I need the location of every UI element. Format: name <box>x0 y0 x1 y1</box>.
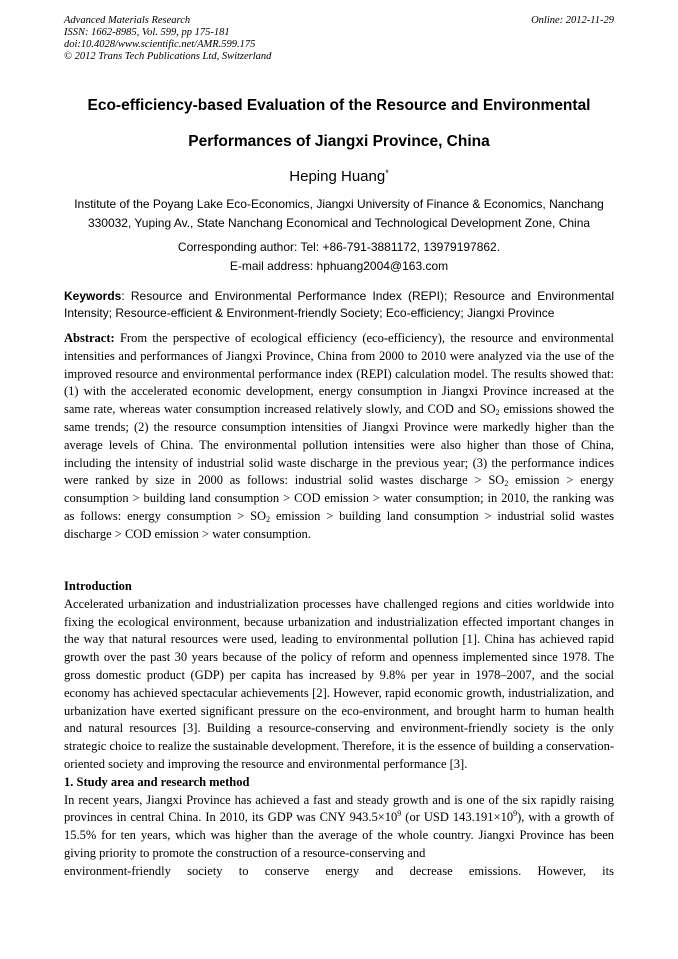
section-1-text <box>64 792 614 881</box>
affiliation-line-2: 330032, Yuping Av., State Nanchang Economical and Technological Development Zone, China <box>87 216 591 230</box>
issn-line: ISSN: 1662-8985, Vol. 599, pp 175-181 <box>64 27 230 38</box>
author-line <box>64 168 614 185</box>
keywords-text: : Resource and Environmental Performance Index (REPI); Resource and Environmental Intensity; Resource-efficient & Environment-friendly Society; Eco-efficiency; Jiangxi Province <box>64 289 614 320</box>
affiliation-line-1: Institute of the Poyang Lake Eco-Economics, Jiangxi University of Finance & Economics, Nanchang <box>74 197 604 211</box>
abstract-text-1: From the perspective of ecological efficiency (eco-efficiency), the resource and environmental intensities and performances of Jiangxi Province, China from 2000 to 2010 were analyzed via the use of the improved resource and environmental performance index (REPI) calculation model. The results showed that: (1) with the accelerated economic development, energy consumption in Jiangxi Province increased at the same rate, whereas water consumption increased relatively slowly, and COD and SO <box>64 331 614 417</box>
introduction-heading: Introduction <box>64 579 132 593</box>
section-1-text-2: (or USD 143.191×10 <box>401 810 514 825</box>
author-mark: * <box>385 168 389 178</box>
introduction-text: Accelerated urbanization and industrialization processes have challenged regions and cities worldwide into fixing the ecological environment, because urbanization and industrialization effected important changes in the way that natural resources were used, leading to environmental pollution [1]. China has achieved rapid growth over the past 30 years because of the policy of reform and openness implemented since 1978. The gross domestic product (GDP) per capita has increased by 9.8% per year in 1978–2007, and the social economy has achieved spectacular achievements [2]. However, rapid economic growth, industrialization, and urbanization have exerted significant pressure on the eco-environment, and brought harm to human health and natural resources [3]. Building a resource-conserving and environment-friendly society is the only strategic choice to realize the sustainable development. Therefore, it is the essence of building a conservation-oriented society and improving the resource and environmental performance [3]. <box>64 596 614 771</box>
abstract-label: Abstract: <box>64 331 115 345</box>
abstract-text-4: emission > building land consumption > industrial solid wastes discharge > COD emission > water consumption. <box>64 508 615 541</box>
abstract-text-2: emissions showed the same trends; (2) the resource consumption intensities of Jiangxi Province were markedly higher than the average levels of China. The environmental pollution intensities were also higher than those of China, including the intensity of industrial solid waste discharge in the previous year; (3) the performance indices were ranked by size in 2000 as follows: industrial solid wastes discharge > SO <box>64 402 614 488</box>
section-1-text-1: In recent years, Jiangxi Province has achieved a fast and steady growth and is one of the six rapidly raising provinces in central China. In 2010, its GDP was CNY 943.5×10 <box>64 792 614 825</box>
corresponding-author: Corresponding author: Tel: +86-791-3881172, 13979197862. <box>177 240 501 254</box>
paper-title-line-1: Eco-efficiency-based Evaluation of the Resource and Environmental <box>87 97 591 114</box>
section-1-heading: 1. Study area and research method <box>64 774 250 789</box>
section-1-text-3: ), with a growth of 15.5% for ten years, which was higher than the average of the whole country. Jiangxi Province has been giving priority to promote the construction of a resource-conserving and <box>64 810 614 860</box>
abstract-text-3: emission > energy consumption > building land consumption > COD emission > water consumption; in 2010, the ranking was as follows: energy consumption > SO <box>64 473 614 523</box>
superscript: 9 <box>513 809 518 819</box>
author-name: Heping Huang <box>289 168 386 185</box>
abstract <box>64 330 614 544</box>
section-1-last-line: environment-friendly society to conserve energy and decrease emissions. However, its <box>64 863 614 878</box>
contact-info <box>64 238 614 276</box>
journal-name: Advanced Materials Research <box>64 15 191 26</box>
paper-title-line-2: Performances of Jiangxi Province, China <box>188 133 490 150</box>
email-address: E-mail address: hphuang2004@163.com <box>229 259 449 273</box>
online-date: Online: 2012-11-29 <box>531 15 614 26</box>
journal-header <box>64 15 614 63</box>
keywords-label: Keywords <box>64 289 122 303</box>
subscript: 2 <box>504 479 509 489</box>
keywords <box>64 288 614 322</box>
superscript: 9 <box>397 809 402 819</box>
affiliation <box>64 195 614 233</box>
subscript: 2 <box>266 514 271 524</box>
copyright-line: © 2012 Trans Tech Publications Ltd, Switzerland <box>64 51 272 62</box>
paper-title <box>64 88 614 160</box>
doi-line: doi:10.4028/www.scientific.net/AMR.599.175 <box>64 39 256 50</box>
subscript: 2 <box>495 408 500 418</box>
body-sections <box>64 578 614 881</box>
